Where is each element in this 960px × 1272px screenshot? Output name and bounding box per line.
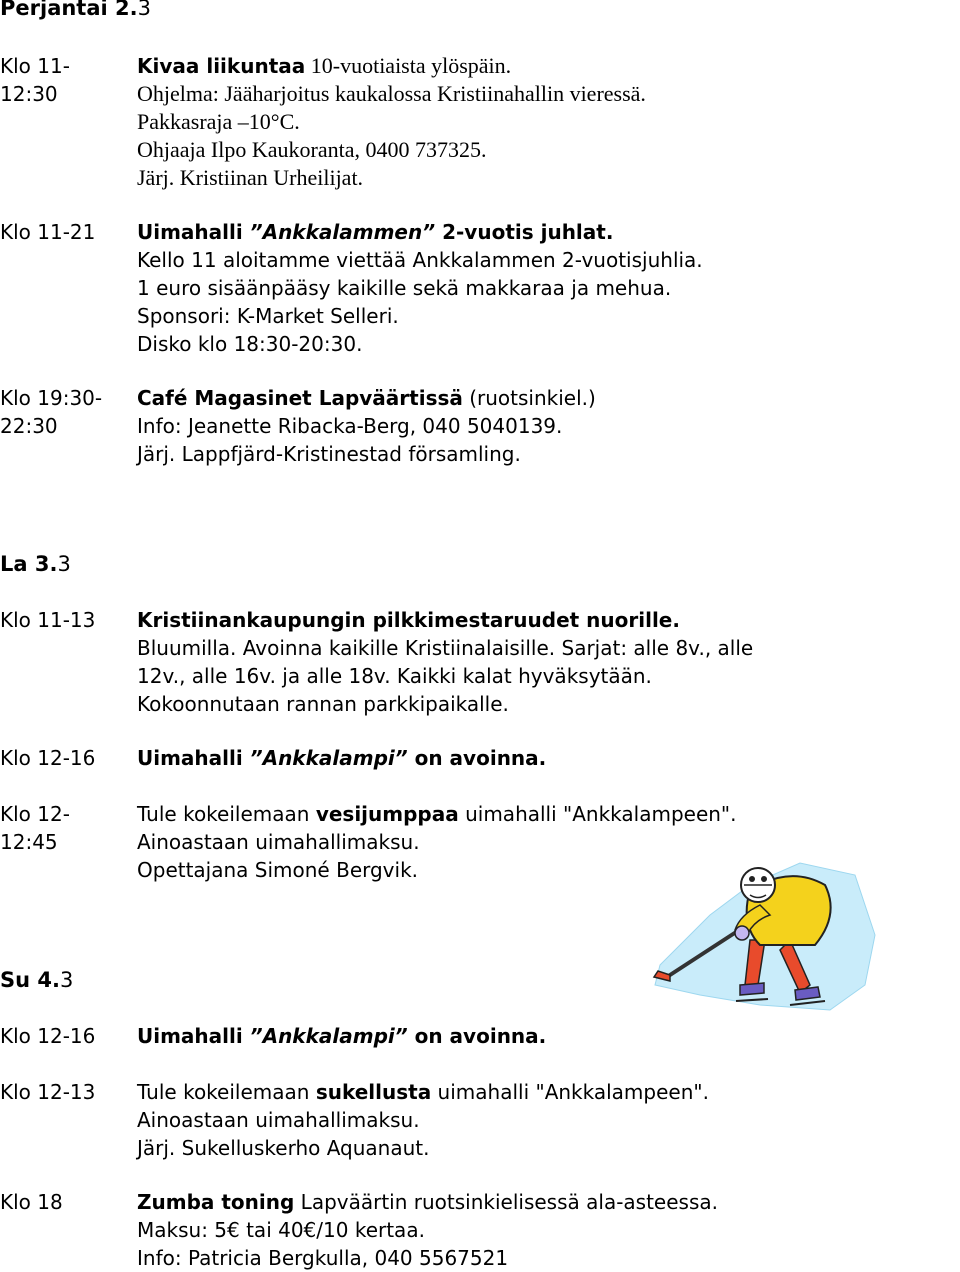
fri-e2-title-a: Uimahalli: [137, 220, 250, 244]
fri-e3-time-end: 22:30: [0, 414, 58, 438]
fri-e2-title-b: ”Ankkalammen”: [249, 220, 436, 244]
sunday-heading-text: Su 4.: [0, 968, 60, 992]
sun-e3-line1-b: Lapväärtin ruotsinkielisessä ala-asteessa.: [294, 1190, 718, 1214]
sat-e3-line1-a: Tule kokeilemaan: [137, 802, 316, 826]
sun-e3-line3: Info: Patricia Bergkulla, 040 5567521: [137, 1246, 509, 1270]
sat-e2-title-a: Uimahalli: [137, 746, 250, 770]
sun-e1-time: Klo 12-16: [0, 1024, 96, 1048]
sun-e2-line1-b: sukellusta: [315, 1080, 432, 1104]
fri-e2-title-c: 2-vuotis juhlat.: [435, 220, 614, 244]
sun-e1-title-line: [137, 1022, 546, 1050]
sat-e1-line4: Kokoonnutaan rannan parkkipaikalle.: [137, 692, 509, 716]
fri-e2-line5: Disko klo 18:30-20:30.: [137, 332, 363, 356]
sat-e1-title: [137, 606, 680, 634]
friday-heading: [0, 0, 151, 22]
sun-e2-line2: Ainoastaan uimahallimaksu.: [137, 1108, 420, 1132]
fri-e2-time: Klo 11-21: [0, 220, 96, 244]
saturday-heading: [0, 550, 71, 578]
fri-e3-title-rest: (ruotsinkiel.): [462, 386, 596, 410]
fri-e1-line2: Ohjelma: Jääharjoitus kaukalossa Kristiinahallin vieressä.: [137, 81, 646, 106]
fri-e1-title-rest: 10-vuotiaista ylöspäin.: [305, 53, 512, 78]
sun-e3-line1-a: Zumba toning: [137, 1190, 295, 1214]
sat-e3-line2: Ainoastaan uimahallimaksu.: [137, 830, 420, 854]
fri-e3-title: Café Magasinet Lapväärtissä: [137, 386, 463, 410]
fri-e1-title-line: [137, 52, 511, 80]
sat-e2-time: Klo 12-16: [0, 746, 96, 770]
fri-e2-line2: Kello 11 aloitamme viettää Ankkalammen 2-vuotisjuhlia.: [137, 248, 703, 272]
fri-e1-time-end: 12:30: [0, 82, 58, 106]
sun-e2-line1: [137, 1078, 709, 1106]
sat-e1-title-text: Kristiinankaupungin pilkkimestaruudet nuorille.: [137, 608, 680, 632]
sun-e3-line2: Maksu: 5€ tai 40€/10 kertaa.: [137, 1218, 425, 1242]
sunday-heading-date: 3: [59, 968, 74, 992]
sun-e2-line1-c: uimahalli "Ankkalampeen".: [431, 1080, 709, 1104]
fri-e3-time-start: Klo 19:30-: [0, 386, 103, 410]
fri-e1-line4: Ohjaaja Ilpo Kaukoranta, 0400 737325.: [137, 137, 487, 162]
sun-e1-title-a: Uimahalli: [137, 1024, 250, 1048]
fri-e1-line5: Järj. Kristiinan Urheilijat.: [137, 165, 364, 190]
sat-e2-title-line: [137, 744, 546, 772]
saturday-heading-date: 3: [57, 552, 71, 576]
sat-e3-line3: Opettajana Simoné Bergvik.: [137, 858, 419, 882]
fri-e2-line4: Sponsori: K-Market Selleri.: [137, 304, 399, 328]
sat-e3-time-end: 12:45: [0, 830, 58, 854]
sun-e1-title-b: ”Ankkalampi”: [249, 1024, 408, 1048]
sat-e3-line1: [137, 800, 736, 828]
sat-e3-time-start: Klo 12-: [0, 802, 70, 826]
fri-e3-line3: Järj. Lappfjärd-Kristinestad församling.: [137, 442, 521, 466]
sat-e1-time: Klo 11-13: [0, 608, 96, 632]
fri-e2-line3: 1 euro sisäänpääsy kaikille sekä makkaraa ja mehua.: [137, 276, 672, 300]
sun-e2-time: Klo 12-13: [0, 1080, 96, 1104]
fri-e3-title-line: [137, 384, 596, 412]
fri-e1-time-start: Klo 11-: [0, 54, 70, 78]
fri-e3-line2: Info: Jeanette Ribacka-Berg, 040 5040139.: [137, 414, 563, 438]
sat-e3-line1-c: uimahalli "Ankkalampeen".: [458, 802, 737, 826]
sat-e2-title-b: ”Ankkalampi”: [249, 746, 408, 770]
friday-heading-date: 3: [137, 0, 151, 20]
sat-e1-line2: Bluumilla. Avoinna kaikille Kristiinalaisille. Sarjat: alle 8v., alle: [137, 636, 754, 660]
fri-e1-title: Kivaa liikuntaa: [137, 54, 306, 78]
sat-e1-line3: 12v., alle 16v. ja alle 18v. Kaikki kalat hyväksytään.: [137, 664, 652, 688]
fri-e2-title-line: [137, 218, 613, 246]
hockey-player-clipart: [640, 845, 880, 1020]
saturday-heading-text: La 3.: [0, 552, 58, 576]
sun-e2-line3: Järj. Sukelluskerho Aquanaut.: [137, 1136, 430, 1160]
sun-e2-line1-a: Tule kokeilemaan: [137, 1080, 316, 1104]
sun-e1-title-c: on avoinna.: [407, 1024, 547, 1048]
sat-e2-title-c: on avoinna.: [407, 746, 547, 770]
fri-e1-line3: Pakkasraja –10°C.: [137, 109, 300, 134]
sunday-heading: [0, 966, 73, 994]
sun-e3-time: Klo 18: [0, 1190, 63, 1214]
friday-heading-text: Perjantai 2.: [0, 0, 138, 20]
sat-e3-line1-b: vesijumppaa: [315, 802, 459, 826]
sun-e3-line1: [137, 1188, 718, 1216]
